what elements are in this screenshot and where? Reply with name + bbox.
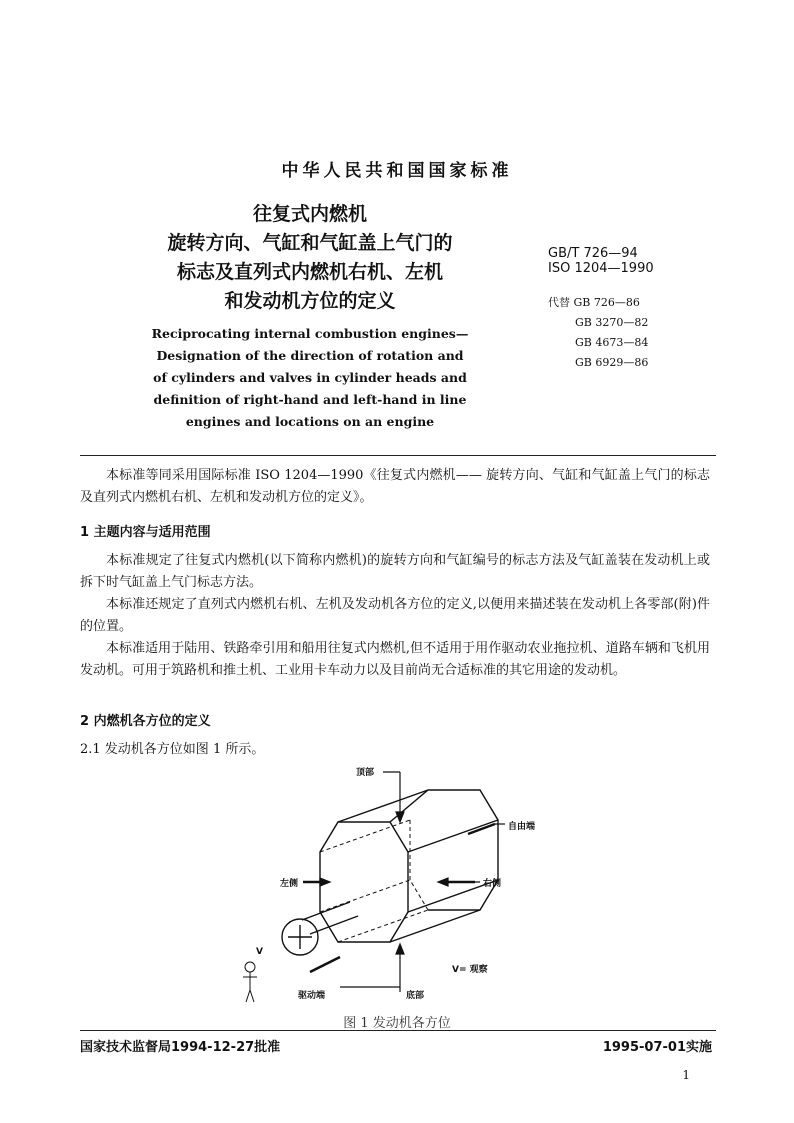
label-drive-end: 驱动端 (298, 991, 326, 1001)
title-en-line: definition of right-hand and left-hand in line (153, 392, 467, 407)
title-english (120, 323, 500, 433)
title-en-line: Reciprocating internal combustion engines— (151, 326, 469, 341)
divider-top (80, 455, 716, 456)
section-1-paragraph: 本标准规定了往复式内燃机(以下简称内燃机)的旋转方向和气缸编号的标志方法及气缸盖装在发动机上或拆下时气缸盖上气门标志方法。 (80, 553, 710, 590)
title-cn-line: 和发动机方位的定义 (224, 290, 396, 312)
replaces-item: GB 3270—82 (575, 316, 649, 329)
national-standard-header: 中华人民共和国国家标准 (281, 161, 513, 181)
title-cn-line: 标志及直列式内燃机右机、左机 (176, 261, 443, 283)
replaces-label: 代替 (548, 296, 570, 309)
issuer-approval: 国家技术监督局1994-12-27批准 (80, 1040, 281, 1055)
observer-head (245, 962, 255, 972)
intro-text: 本标准等同采用国际标准 ISO 1204—1990《往复式内燃机—— 旋转方向、气缸和气缸盖上气门的标志及直列式内燃机右机、左机和发动机方位的定义》。 (80, 468, 710, 505)
label-top: 顶部 (356, 768, 375, 778)
section-1-paragraph: 本标准适用于陆用、铁路牵引用和船用往复式内燃机,但不适用于用作驱动农业拖拉机、道路车辆和飞机用发动机。可用于筑路机和推土机、工业用卡车动力以及目前尚无合适标准的其它用途的发动机。 (80, 641, 710, 678)
iso-code: ISO 1204—1990 (548, 261, 654, 276)
gb-code: GB/T 726—94 (548, 246, 638, 261)
label-left-side: 左侧 (280, 879, 299, 889)
section-1-paragraph: 本标准还规定了直列式内燃机右机、左机及发动机各方位的定义,以便用来描述装在发动机上各零部(附)件的位置。 (80, 597, 710, 634)
title-en-line: engines and locations on an engine (185, 414, 435, 429)
section-2-heading: 2 内燃机各方位的定义 (80, 714, 211, 729)
title-en-line: Designation of the direction of rotation and (156, 348, 464, 363)
section-1-heading: 1 主题内容与适用范围 (80, 525, 211, 540)
title-chinese (120, 200, 500, 316)
effective-date: 1995-07-01实施 (602, 1040, 712, 1055)
replaces-list (548, 293, 648, 373)
replaces-item: GB 4673—84 (575, 336, 649, 349)
page-number: 1 (682, 1068, 690, 1082)
engine-front-face (320, 822, 408, 942)
replaces-item: GB 6929—86 (575, 356, 649, 369)
divider-bottom (80, 1030, 716, 1031)
label-bottom: 底部 (406, 991, 425, 1001)
title-cn-line: 旋转方向、气缸和气缸盖上气门的 (167, 232, 453, 254)
label-right-side: 右侧 (483, 879, 502, 889)
standard-codes (548, 246, 654, 276)
title-en-line: of cylinders and valves in cylinder heads and (153, 370, 467, 385)
replaces-item: GB 726—86 (573, 296, 640, 309)
section-1-body (80, 550, 710, 682)
label-free-end: 自由端 (508, 822, 536, 832)
label-v-legend: V= 观察 (452, 965, 488, 975)
label-v: V (256, 947, 263, 957)
title-cn-line: 往复式内燃机 (252, 203, 367, 225)
intro-paragraph (80, 465, 710, 509)
section-2-1-text: 2.1 发动机各方位如图 1 所示。 (80, 742, 265, 757)
engine-locations-figure (240, 762, 560, 1007)
figure-caption: 图 1 发动机各方位 (343, 1016, 451, 1031)
